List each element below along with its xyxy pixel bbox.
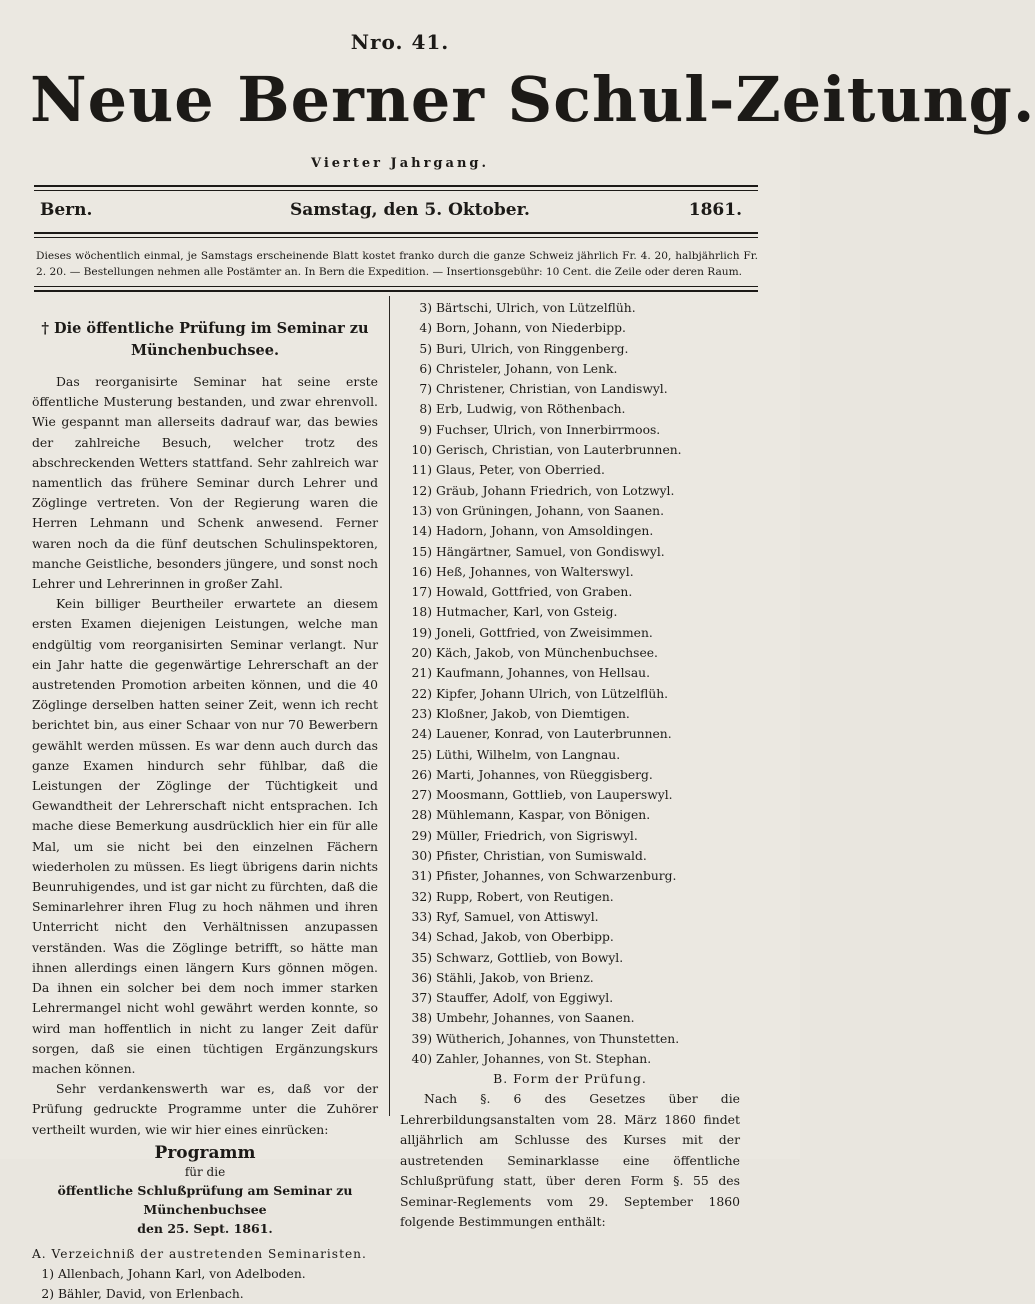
list-item: 16) Heß, Johannes, von Walterswyl. bbox=[411, 564, 634, 579]
list-item: 1) Allenbach, Johann Karl, von Adelboden. bbox=[41, 1266, 306, 1281]
program-for-label: für die bbox=[184, 1164, 226, 1179]
list-item: 21) Kaufmann, Johannes, von Hellsau. bbox=[411, 666, 650, 681]
list-item: 4) Born, Johann, von Niederbipp. bbox=[419, 321, 626, 336]
list-item: 39) Wütherich, Johannes, von Thunstetten. bbox=[411, 1031, 680, 1046]
top-rule-thin bbox=[34, 190, 758, 191]
dateline-rule-thin bbox=[34, 237, 758, 238]
list-item: 38) Umbehr, Johannes, von Saanen. bbox=[411, 1011, 635, 1026]
list-item: 15) Hängärtner, Samuel, von Gondiswyl. bbox=[411, 544, 665, 559]
left-column bbox=[32, 318, 378, 1304]
list-item: 6) Christeler, Johann, von Lenk. bbox=[419, 361, 618, 376]
article-paragraph: Kein billiger Beurtheiler erwartete an diesem ersten Examen diejenigen Leistungen, welche man endgültig vom reorganisirten Seminar verlangt. Nur ein Jahr hatte die gegenwärtige Lehrerschaft an der austretenden Promotion arbeiten können, und die 40 Zöglinge derselben hatten seiner Zeit, wenn ich recht berichtet bin, aus einer Schaar von nur 70 Bewerbern gewählt werden müssen. Es war denn auch durch das ganze Examen hindurch sehr fühlbar, daß die Leistungen der Zöglinge der Tüchtigkeit und Gewandtheit der Lehrerschaft nicht entsprachen. Ich mache diese Bemerkung ausdrücklich hier ein für alle Mal, um sie nicht bei den einzelnen Fächern wiederholen zu müssen. Es liegt übrigens darin nichts Beunruhigendes, und ist gar nicht zu fürchten, daß die Seminarlehrer ihren Flug zu hoch nähmen und ihren Unterricht nicht den Verhältnissen anzupassen verständen. Was die Zöglinge betrifft, so hätte man ihnen allerdings einen längern Kurs gönnen mögen. Da ihnen ein solcher bei dem noch immer starken Lehrermangel nicht wohl gewährt werden konnte, so wird man hoffentlich in nicht zu langer Zeit dafür sorgen, daß sie einen tüchtigen Ergänzungskurs machen können. bbox=[32, 596, 378, 1076]
list-item: 26) Marti, Johannes, von Rüeggisberg. bbox=[411, 767, 653, 782]
list-item: 19) Joneli, Gottfried, von Zweisimmen. bbox=[411, 625, 653, 640]
list-item: 29) Müller, Friedrich, von Sigriswyl. bbox=[411, 828, 638, 843]
list-item: 31) Pfister, Johannes, von Schwarzenburg. bbox=[411, 869, 677, 884]
list-item: 14) Hadorn, Johann, von Amsoldingen. bbox=[411, 524, 654, 539]
place: Bern. bbox=[40, 200, 93, 220]
list-item: 34) Schad, Jakob, von Oberbipp. bbox=[411, 930, 614, 945]
list-item: 30) Pfister, Christian, von Sumiswald. bbox=[411, 849, 647, 864]
issue-number: Nro. 41. bbox=[350, 30, 450, 54]
issue-date: Samstag, den 5. Oktober. bbox=[290, 200, 530, 220]
list-item: 18) Hutmacher, Karl, von Gsteig. bbox=[411, 605, 618, 620]
dateline-rule bbox=[34, 232, 758, 234]
article-heading: † Die öffentliche Prüfung im Seminar zu bbox=[41, 320, 369, 337]
student-list-right bbox=[400, 298, 740, 1069]
list-item: 27) Moosmann, Gottlieb, von Lauperswyl. bbox=[411, 788, 673, 803]
list-item: 20) Käch, Jakob, von Münchenbuchsee. bbox=[411, 646, 658, 661]
list-item: 28) Mühlemann, Kaspar, von Bönigen. bbox=[411, 808, 651, 823]
list-item: 36) Stähli, Jakob, von Brienz. bbox=[411, 970, 594, 985]
column-divider bbox=[389, 296, 390, 1116]
list-item: 33) Ryf, Samuel, von Attiswyl. bbox=[411, 909, 599, 924]
list-item: 17) Howald, Gottfried, von Graben. bbox=[411, 585, 633, 600]
list-item: 7) Christener, Christian, von Landiswyl. bbox=[419, 382, 668, 397]
list-item: 37) Stauffer, Adolf, von Eggiwyl. bbox=[411, 991, 614, 1006]
notice-rule bbox=[34, 286, 758, 287]
subscription-notice: Dieses wöchentlich einmal, je Samstags erscheinende Blatt kostet franko durch die ganze Schweiz jährlich Fr. 4. 20, halbjährlich Fr. 2. 20. — Bestellungen nehmen alle Postämter an. In Bern die Expedition. — Insertionsgebühr: 10 Cent. die Zeile oder deren Raum. bbox=[36, 250, 758, 278]
right-column bbox=[400, 298, 740, 1233]
list-item: 8) Erb, Ludwig, von Röthenbach. bbox=[419, 402, 626, 417]
section-b-heading: B. Form der Prüfung. bbox=[493, 1071, 647, 1087]
section-b-paragraph: Nach §. 6 des Gesetzes über die Lehrerbildungsanstalten vom 28. März 1860 findet alljährlich am Schlusse des Kurses mit der austretenden Seminarklasse eine öffentliche Schlußprüfung statt, über deren Form §. 55 des Seminar-Reglements vom 29. September 1860 folgende Bestimmungen enthält: bbox=[400, 1091, 740, 1230]
list-item: 35) Schwarz, Gottlieb, von Bowyl. bbox=[411, 950, 624, 965]
list-item: 13) von Grüningen, Johann, von Saanen. bbox=[411, 503, 664, 518]
program-subject: öffentliche Schlußprüfung am Seminar zu Münchenbuchsee bbox=[57, 1182, 353, 1217]
dateline bbox=[40, 200, 742, 220]
notice-rule-thick bbox=[34, 290, 758, 292]
program-title: Programm bbox=[154, 1142, 256, 1163]
list-item: 25) Lüthi, Wilhelm, von Langnau. bbox=[411, 747, 621, 762]
list-item: 10) Gerisch, Christian, von Lauterbrunnen. bbox=[411, 443, 682, 458]
program-date: den 25. Sept. 1861. bbox=[137, 1220, 273, 1236]
list-item: 11) Glaus, Peter, von Oberried. bbox=[411, 463, 605, 478]
article-paragraph: Das reorganisirte Seminar hat seine erste öffentliche Musterung bestanden, und zwar ehrenvoll. Wie gespannt man allerseits dadrauf war, das bewies der zahlreiche Besuch, welcher trotz des abschreckenden Wetters stattfand. Sehr zahlreich war namentlich das frühere Seminar durch Lehrer und Zöglinge vertreten. Von der Regierung waren die Herren Lehmann und Schenk anwesend. Ferner waren noch da die fünf deutschen Schulinspektoren, manche Geistliche, besonders jüngere, und sonst noch Lehrer und Lehrerinnen in großer Zahl. bbox=[32, 374, 378, 592]
newspaper-title: Neue Berner Schul-Zeitung. bbox=[30, 63, 1035, 136]
section-a-heading: A. Verzeichniß der austretenden Seminaristen. bbox=[32, 1246, 367, 1261]
list-item: 12) Gräub, Johann Friedrich, von Lotzwyl. bbox=[411, 483, 675, 498]
list-item: 32) Rupp, Robert, von Reutigen. bbox=[411, 889, 614, 904]
list-item: 2) Bähler, David, von Erlenbach. bbox=[41, 1287, 244, 1302]
issue-year: 1861. bbox=[688, 200, 742, 220]
list-item: 3) Bärtschi, Ulrich, von Lützelflüh. bbox=[419, 301, 636, 315]
list-item: 40) Zahler, Johannes, von St. Stephan. bbox=[411, 1051, 652, 1066]
top-rule bbox=[34, 185, 758, 187]
student-list-left bbox=[32, 1264, 378, 1304]
list-item: 23) Kloßner, Jakob, von Diemtigen. bbox=[411, 706, 630, 721]
volume-year: Vierter Jahrgang. bbox=[310, 156, 490, 171]
list-item: 24) Lauener, Konrad, von Lauterbrunnen. bbox=[411, 727, 672, 742]
list-item: 22) Kipfer, Johann Ulrich, von Lützelflüh. bbox=[411, 686, 669, 701]
list-item: 5) Buri, Ulrich, von Ringgenberg. bbox=[419, 341, 629, 356]
article-paragraph: Sehr verdankenswerth war es, daß vor der Prüfung gedruckte Programme unter die Zuhörer vertheilt wurden, wie wir hier eines einrücken: bbox=[32, 1081, 378, 1137]
list-item: 9) Fuchser, Ulrich, von Innerbirrmoos. bbox=[419, 422, 661, 437]
article-heading-place: Münchenbuchsee. bbox=[131, 342, 279, 359]
